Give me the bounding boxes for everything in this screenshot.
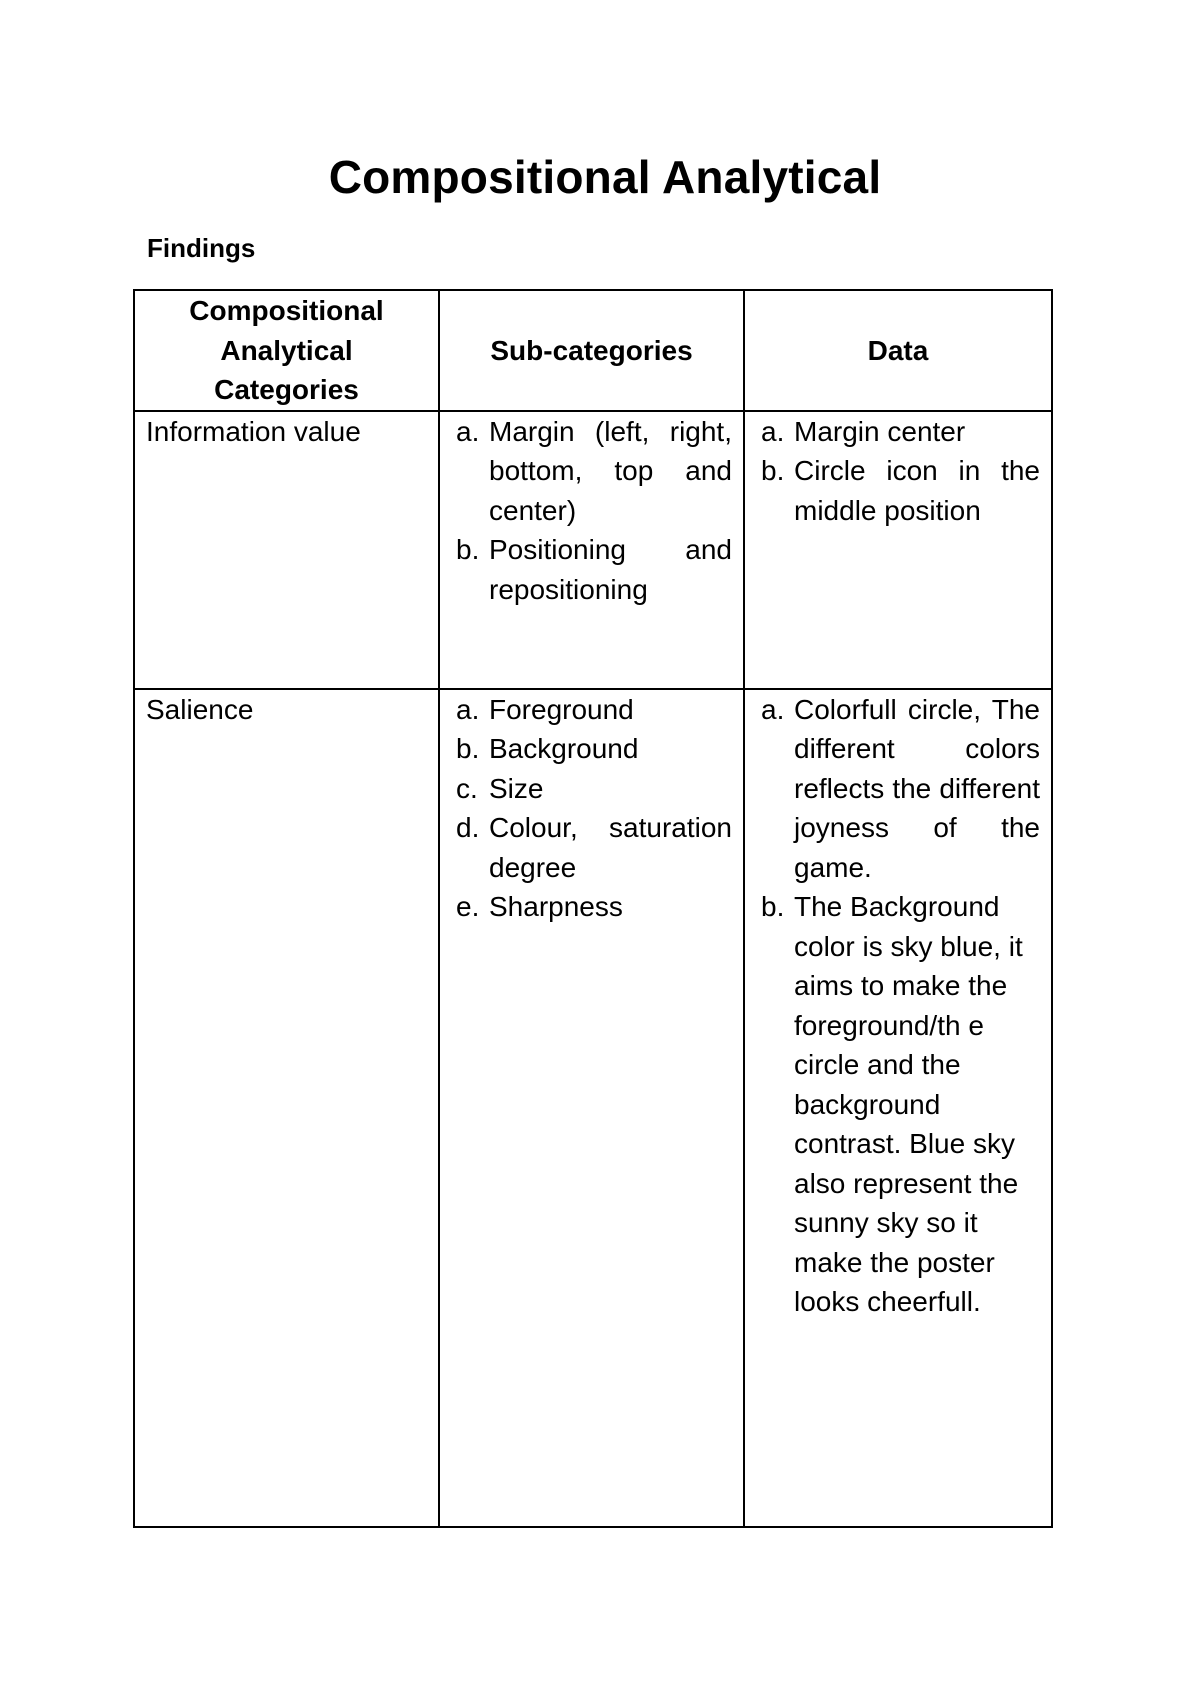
list-item-text: Margin (left, right, bottom, top and center) [489, 415, 732, 526]
subcategories-cell [439, 689, 744, 1527]
subcategories-cell [439, 411, 744, 689]
list-item-text: Positioning and repositioning [489, 534, 732, 605]
header-data: Data [744, 290, 1052, 411]
category-label: Salience [146, 693, 254, 725]
data-list [756, 690, 1040, 1322]
list-item [451, 690, 732, 730]
table-row [134, 689, 1052, 1527]
list-marker: d. [456, 812, 480, 843]
data-list [756, 412, 1040, 531]
list-item [451, 530, 732, 609]
page-title: Compositional Analytical [328, 151, 882, 203]
list-item [451, 808, 732, 887]
list-marker: e. [456, 891, 480, 922]
list-marker: a. [761, 415, 785, 447]
list-item-text: Colour, saturation degree [489, 812, 732, 883]
header-categories: Compositional Analytical Categories [134, 290, 439, 411]
findings-heading: Findings [147, 233, 256, 263]
data-cell [744, 411, 1052, 689]
table-header-row [134, 290, 1052, 411]
list-item [451, 769, 732, 809]
list-item [451, 412, 732, 531]
list-item [451, 729, 732, 769]
list-item-text: Foreground [489, 693, 634, 725]
findings-table [133, 289, 1053, 1528]
list-marker: a. [456, 693, 480, 725]
list-item-text: Size [489, 772, 544, 804]
list-item [756, 690, 1040, 888]
category-cell [134, 411, 439, 689]
list-marker: b. [456, 534, 480, 565]
list-item [756, 412, 1040, 452]
list-item-text: Sharpness [489, 891, 623, 922]
category-cell [134, 689, 439, 1527]
list-marker: a. [456, 415, 480, 447]
list-marker: b. [456, 733, 480, 764]
category-label: Information value [146, 415, 361, 447]
header-subcategories: Sub-categories [439, 290, 744, 411]
table-row [134, 411, 1052, 689]
subcategory-list [451, 690, 732, 927]
list-item [451, 887, 732, 927]
list-item-text: Background [489, 733, 639, 764]
list-item [756, 451, 1040, 530]
list-marker: b. [761, 891, 785, 922]
list-item-text: Margin center [794, 415, 966, 447]
list-marker: c. [456, 772, 478, 804]
list-item-text: The Background color is sky blue, it aims to make the foreground/th e circle and the background contrast. Blue sky also represent the sunny sky so it make the poster looks cheerfull. [794, 891, 1023, 1317]
list-item-text: Colorfull circle, The different colors reflects the different joyness of the game. [794, 693, 1040, 883]
list-item [756, 887, 1040, 1322]
list-item-text: Circle icon in the middle position [794, 455, 1040, 526]
list-marker: a. [761, 693, 785, 725]
data-cell [744, 689, 1052, 1527]
subcategory-list [451, 412, 732, 610]
list-marker: b. [761, 455, 785, 486]
